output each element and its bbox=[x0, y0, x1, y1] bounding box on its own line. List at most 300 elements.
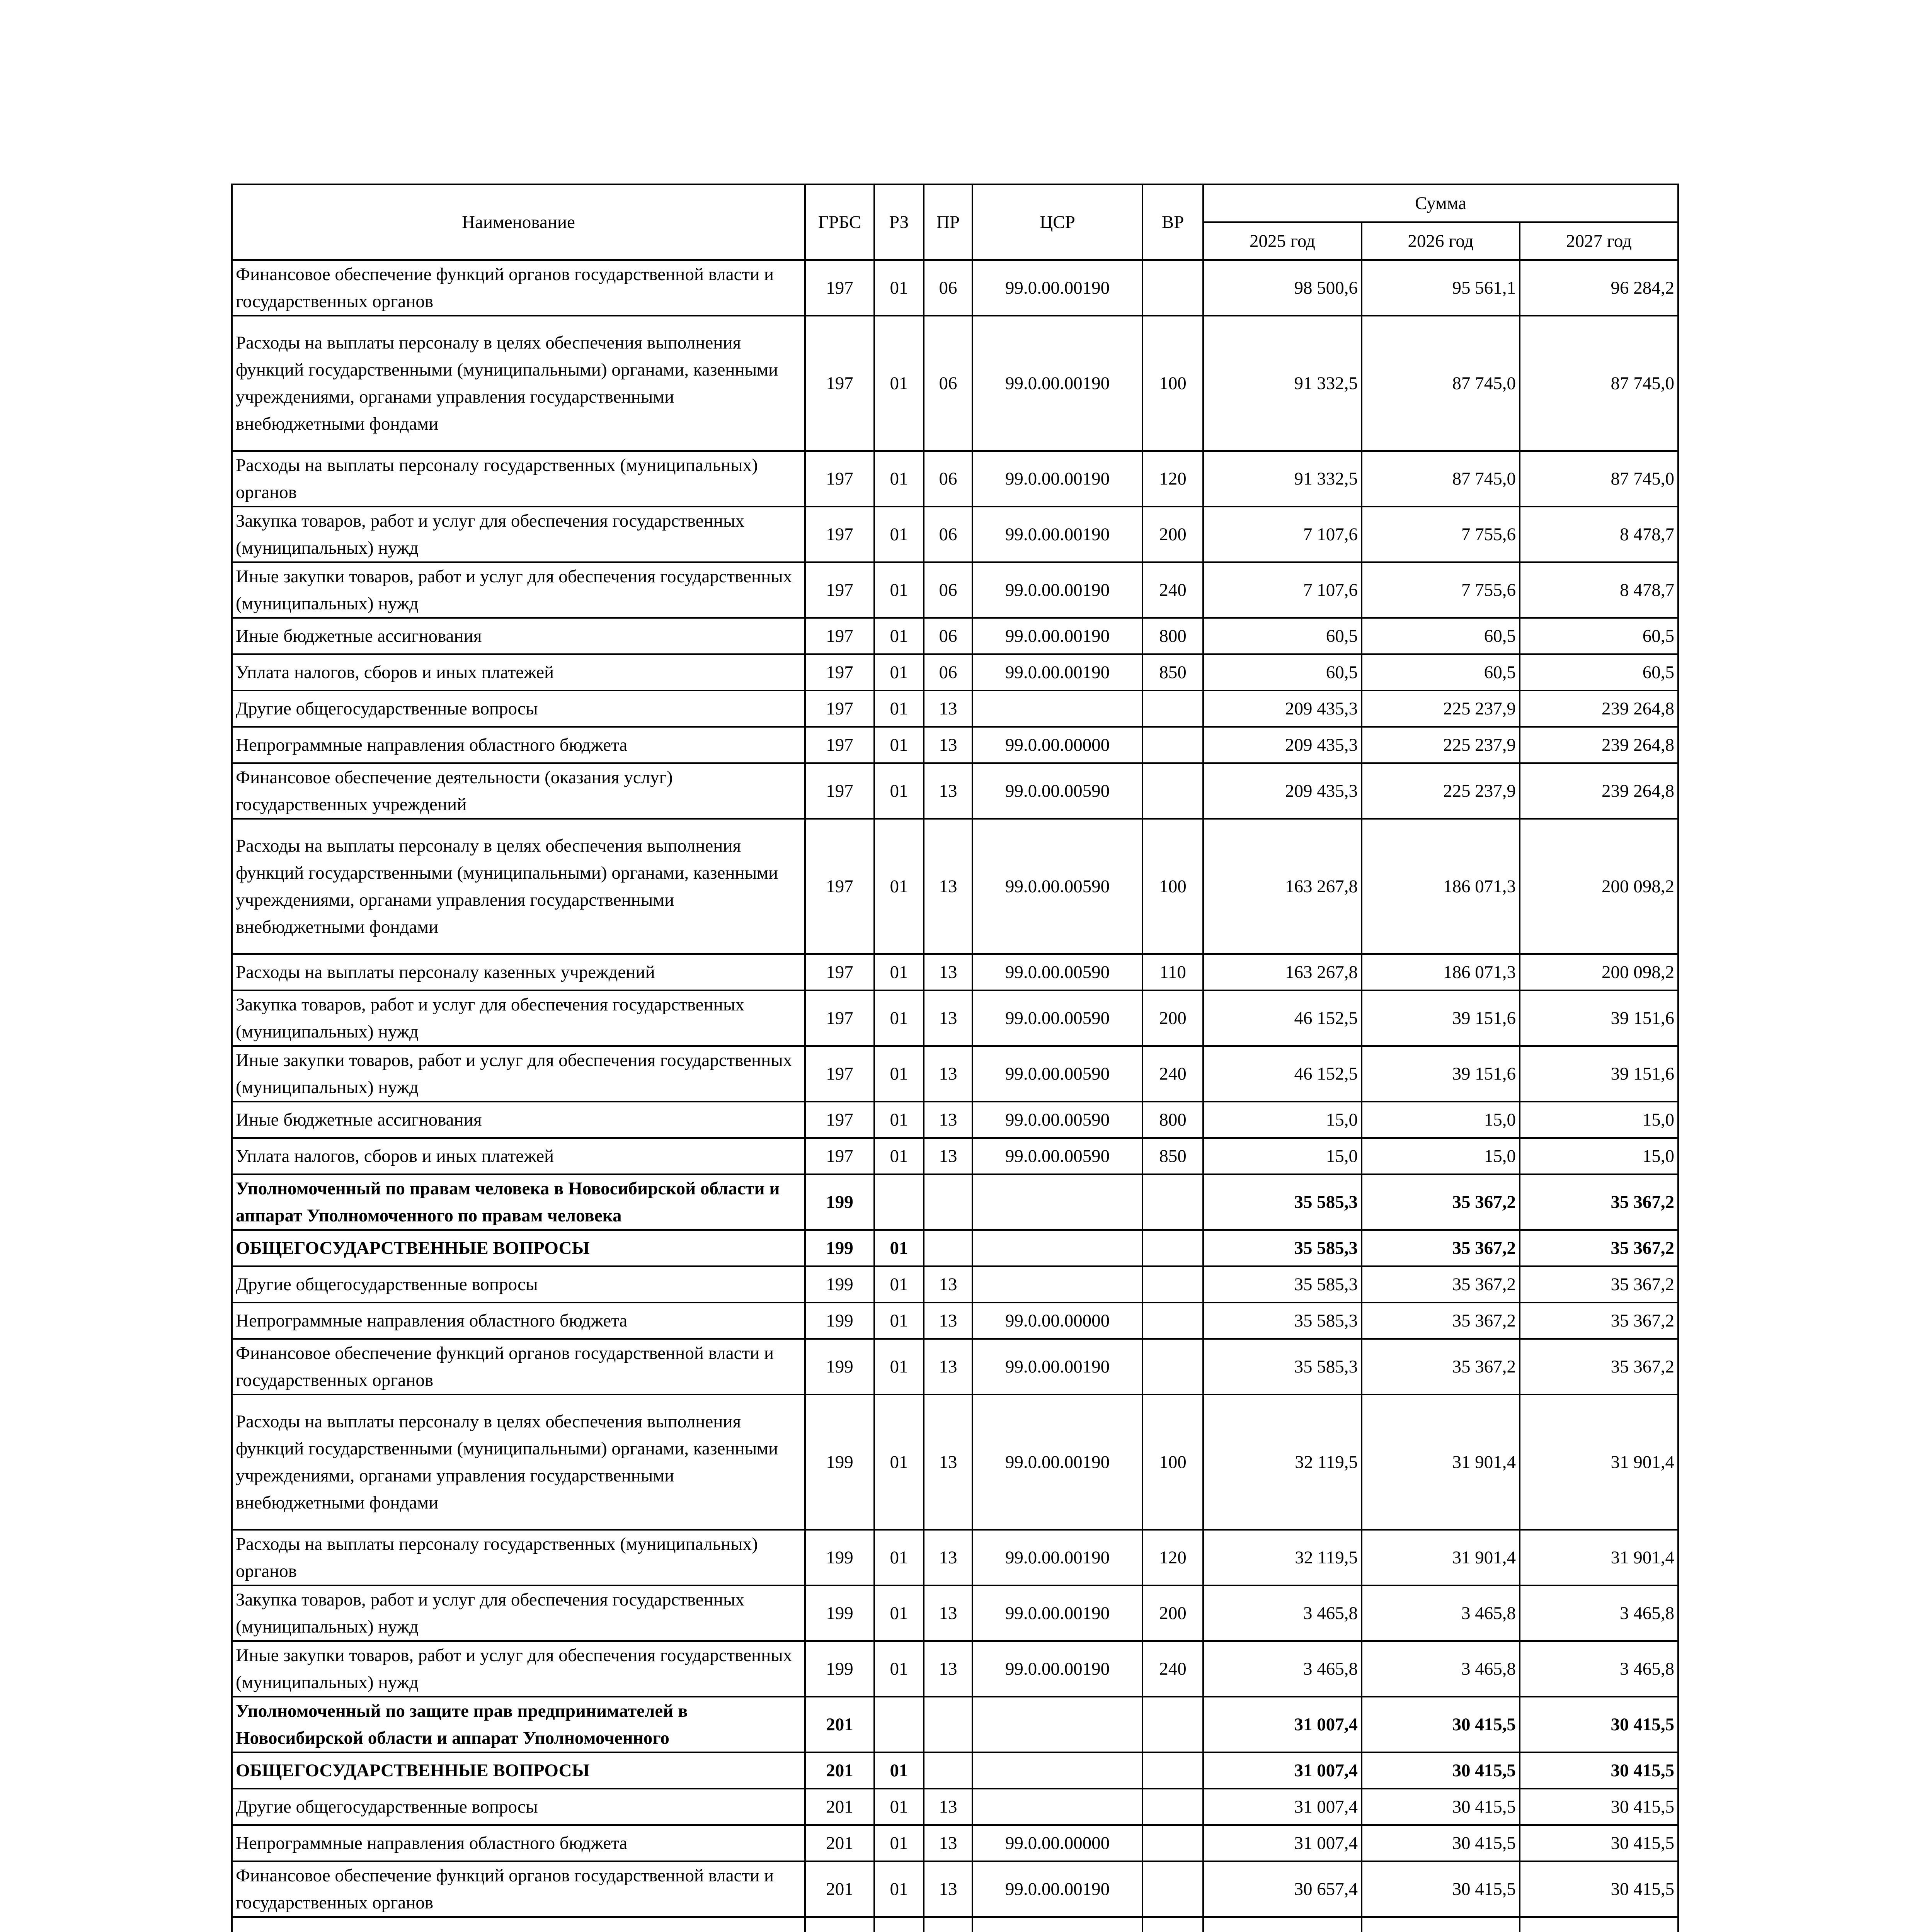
cell-grbs: 197 bbox=[805, 562, 874, 618]
cell-pr: 13 bbox=[924, 990, 972, 1046]
cell-grbs: 199 bbox=[805, 1230, 874, 1266]
cell-sum-2027: 30 415,5 bbox=[1520, 1825, 1678, 1861]
cell-pr bbox=[924, 1697, 972, 1752]
cell-pr: 13 bbox=[924, 727, 972, 763]
cell-sum-2025: 15,0 bbox=[1203, 1102, 1362, 1138]
cell-grbs: 197 bbox=[805, 1138, 874, 1174]
cell-csr: 99.0.00.00190 bbox=[972, 507, 1142, 562]
cell-pr: 13 bbox=[924, 690, 972, 727]
cell-pr bbox=[924, 1230, 972, 1266]
cell-vr: 200 bbox=[1142, 1585, 1203, 1641]
cell-sum-2027: 239 264,8 bbox=[1520, 763, 1678, 819]
table-row bbox=[232, 1395, 1678, 1530]
cell-vr: 100 bbox=[1142, 819, 1203, 954]
cell-sum-2026: 35 367,2 bbox=[1362, 1230, 1520, 1266]
cell-pr: 13 bbox=[924, 1303, 972, 1339]
cell-rz: 01 bbox=[874, 1752, 924, 1789]
cell-rz: 01 bbox=[874, 1395, 924, 1530]
cell-sum-2026: 87 745,0 bbox=[1362, 451, 1520, 507]
cell-csr: 99.0.00.00590 bbox=[972, 1046, 1142, 1102]
cell-pr bbox=[924, 1917, 972, 1932]
cell-csr: 99.0.00.00190 bbox=[972, 451, 1142, 507]
cell-grbs: 197 bbox=[805, 990, 874, 1046]
header-vr: ВР bbox=[1142, 184, 1203, 260]
cell-vr: 850 bbox=[1142, 654, 1203, 690]
cell-sum-2025: 163 267,8 bbox=[1203, 954, 1362, 990]
cell-name: Непрограммные направления областного бюджета bbox=[232, 1303, 805, 1339]
cell-name bbox=[232, 1917, 805, 1932]
cell-sum-2027: 239 264,8 bbox=[1520, 690, 1678, 727]
cell-grbs: 197 bbox=[805, 819, 874, 954]
cell-sum-2026: 60,5 bbox=[1362, 654, 1520, 690]
cell-vr: 240 bbox=[1142, 562, 1203, 618]
cell-pr: 13 bbox=[924, 1585, 972, 1641]
cell-sum-2025: 31 007,4 bbox=[1203, 1789, 1362, 1825]
cell-vr bbox=[1142, 1339, 1203, 1395]
cell-rz: 01 bbox=[874, 1789, 924, 1825]
cell-name: Закупка товаров, работ и услуг для обеспечения государственных (муниципальных) нужд bbox=[232, 990, 805, 1046]
cell-csr: 99.0.00.00190 bbox=[972, 260, 1142, 316]
cell-csr: 99.0.00.00190 bbox=[972, 618, 1142, 654]
cell-csr: 99.0.00.00190 bbox=[972, 1395, 1142, 1530]
cell-sum-2025: 209 435,3 bbox=[1203, 763, 1362, 819]
table-row bbox=[232, 990, 1678, 1046]
table-row bbox=[232, 316, 1678, 451]
cell-grbs: 201 bbox=[805, 1861, 874, 1917]
cell-sum-2025: 32 119,5 bbox=[1203, 1530, 1362, 1585]
cell-sum-2026: 30 415,5 bbox=[1362, 1825, 1520, 1861]
cell-pr bbox=[924, 1752, 972, 1789]
cell-sum-2025: 209 435,3 bbox=[1203, 690, 1362, 727]
cell-rz: 01 bbox=[874, 763, 924, 819]
cell-name: Другие общегосударственные вопросы bbox=[232, 1789, 805, 1825]
cell-grbs: 199 bbox=[805, 1174, 874, 1230]
cell-name: Иные бюджетные ассигнования bbox=[232, 1102, 805, 1138]
table-row bbox=[232, 260, 1678, 316]
cell-sum-2026: 7 755,6 bbox=[1362, 507, 1520, 562]
cell-vr bbox=[1142, 1861, 1203, 1917]
cell-rz: 01 bbox=[874, 1339, 924, 1395]
cell-sum-2025: 91 332,5 bbox=[1203, 451, 1362, 507]
cell-vr: 850 bbox=[1142, 1138, 1203, 1174]
cell-sum-2027: 30 415,5 bbox=[1520, 1697, 1678, 1752]
cell-sum-2026: 30 415,5 bbox=[1362, 1697, 1520, 1752]
cell-grbs: 197 bbox=[805, 1046, 874, 1102]
cell-sum-2027: 15,0 bbox=[1520, 1102, 1678, 1138]
cell-sum-2025: 91 332,5 bbox=[1203, 316, 1362, 451]
cell-pr: 13 bbox=[924, 1102, 972, 1138]
cell-vr: 110 bbox=[1142, 954, 1203, 990]
cell-sum-2026: 186 071,3 bbox=[1362, 819, 1520, 954]
cell-sum-2026: 15,0 bbox=[1362, 1138, 1520, 1174]
cell-pr: 06 bbox=[924, 507, 972, 562]
table-row bbox=[232, 562, 1678, 618]
cell-grbs: 197 bbox=[805, 727, 874, 763]
cell-vr: 200 bbox=[1142, 507, 1203, 562]
cell-rz: 01 bbox=[874, 1825, 924, 1861]
cell-grbs: 199 bbox=[805, 1641, 874, 1697]
cell-sum-2026: 35 367,2 bbox=[1362, 1303, 1520, 1339]
cell-pr: 13 bbox=[924, 1789, 972, 1825]
cell-pr: 13 bbox=[924, 1641, 972, 1697]
cell-pr: 13 bbox=[924, 1530, 972, 1585]
cell-sum-2026: 225 237,9 bbox=[1362, 727, 1520, 763]
cell-grbs: 199 bbox=[805, 1530, 874, 1585]
cell-sum-2027: 39 151,6 bbox=[1520, 990, 1678, 1046]
cell-rz: 01 bbox=[874, 654, 924, 690]
cell-csr: 99.0.00.00190 bbox=[972, 1641, 1142, 1697]
budget-table bbox=[231, 184, 1679, 1932]
cell-sum-2027: 39 151,6 bbox=[1520, 1046, 1678, 1102]
cell-sum-2027: 35 367,2 bbox=[1520, 1303, 1678, 1339]
cell-pr: 13 bbox=[924, 819, 972, 954]
cell-rz: 01 bbox=[874, 1861, 924, 1917]
cell-csr bbox=[972, 1789, 1142, 1825]
cell-sum-2026: 7 755,6 bbox=[1362, 562, 1520, 618]
cell-grbs: 197 bbox=[805, 1102, 874, 1138]
cell-grbs: 201 bbox=[805, 1697, 874, 1752]
cell-rz: 01 bbox=[874, 819, 924, 954]
cell-grbs: 197 bbox=[805, 690, 874, 727]
cell-sum-2027: 87 745,0 bbox=[1520, 451, 1678, 507]
cell-sum-2025: 60,5 bbox=[1203, 654, 1362, 690]
cell-sum-2025: 98 500,6 bbox=[1203, 260, 1362, 316]
table-header bbox=[232, 184, 1678, 260]
cell-pr: 13 bbox=[924, 954, 972, 990]
cell-csr: 99.0.00.00000 bbox=[972, 1825, 1142, 1861]
header-year-2026: 2026 год bbox=[1362, 222, 1520, 260]
table-row bbox=[232, 1174, 1678, 1230]
cell-sum-2025: 163 267,8 bbox=[1203, 819, 1362, 954]
cell-vr: 120 bbox=[1142, 1530, 1203, 1585]
cell-name: Иные закупки товаров, работ и услуг для обеспечения государственных (муниципальных) нужд bbox=[232, 562, 805, 618]
cell-sum-2025: 35 585,3 bbox=[1203, 1339, 1362, 1395]
cell-name: Финансовое обеспечение функций органов государственной власти и государственных органов bbox=[232, 260, 805, 316]
cell-sum-2025: 46 152,5 bbox=[1203, 1046, 1362, 1102]
cell-sum-2026: 35 367,2 bbox=[1362, 1339, 1520, 1395]
cell-sum-2025: 3 465,8 bbox=[1203, 1641, 1362, 1697]
cell-name: Расходы на выплаты персоналу государственных (муниципальных) органов bbox=[232, 1530, 805, 1585]
cell-sum-2025: 31 007,4 bbox=[1203, 1752, 1362, 1789]
cell-grbs: 197 bbox=[805, 316, 874, 451]
cell-csr bbox=[972, 1697, 1142, 1752]
cell-rz: 01 bbox=[874, 618, 924, 654]
cell-rz: 01 bbox=[874, 1046, 924, 1102]
table-row bbox=[232, 1339, 1678, 1395]
cell-vr: 120 bbox=[1142, 451, 1203, 507]
cell-sum-2027: 30 415,5 bbox=[1520, 1789, 1678, 1825]
cell-name: Уплата налогов, сборов и иных платежей bbox=[232, 654, 805, 690]
cell-sum-2027: 87 745,0 bbox=[1520, 316, 1678, 451]
cell-vr bbox=[1142, 1303, 1203, 1339]
cell-vr bbox=[1142, 1174, 1203, 1230]
cell-name: Финансовое обеспечение функций органов государственной власти и государственных органов bbox=[232, 1339, 805, 1395]
cell-grbs: 199 bbox=[805, 1395, 874, 1530]
header-csr: ЦСР bbox=[972, 184, 1142, 260]
cell-pr: 13 bbox=[924, 763, 972, 819]
cell-pr: 06 bbox=[924, 260, 972, 316]
cell-sum-2027: 31 901,4 bbox=[1520, 1530, 1678, 1585]
cell-name: Расходы на выплаты персоналу государственных (муниципальных) органов bbox=[232, 451, 805, 507]
cell-sum-2026: 225 237,9 bbox=[1362, 690, 1520, 727]
cell-vr: 200 bbox=[1142, 990, 1203, 1046]
cell-csr: 99.0.00.00190 bbox=[972, 1339, 1142, 1395]
cell-sum-2026 bbox=[1362, 1917, 1520, 1932]
cell-sum-2025 bbox=[1203, 1917, 1362, 1932]
cell-pr: 13 bbox=[924, 1046, 972, 1102]
cell-grbs: 197 bbox=[805, 954, 874, 990]
cell-sum-2025: 35 585,3 bbox=[1203, 1230, 1362, 1266]
cell-csr: 99.0.00.00590 bbox=[972, 1102, 1142, 1138]
cell-csr bbox=[972, 1230, 1142, 1266]
cell-sum-2026: 31 901,4 bbox=[1362, 1530, 1520, 1585]
cell-sum-2027: 200 098,2 bbox=[1520, 819, 1678, 954]
cell-csr: 99.0.00.00590 bbox=[972, 1138, 1142, 1174]
cell-csr: 99.0.00.00000 bbox=[972, 1303, 1142, 1339]
header-name: Наименование bbox=[232, 184, 805, 260]
cell-name: Уполномоченный по защите прав предпринимателей в Новосибирской области и аппарат Уполномоченного bbox=[232, 1697, 805, 1752]
cell-rz bbox=[874, 1917, 924, 1932]
table-body bbox=[232, 260, 1678, 1932]
cell-rz: 01 bbox=[874, 1641, 924, 1697]
cell-grbs: 197 bbox=[805, 763, 874, 819]
table-row bbox=[232, 1303, 1678, 1339]
table-row bbox=[232, 954, 1678, 990]
header-rz: РЗ bbox=[874, 184, 924, 260]
cell-sum-2025: 35 585,3 bbox=[1203, 1174, 1362, 1230]
cell-pr: 06 bbox=[924, 618, 972, 654]
header-grbs: ГРБС bbox=[805, 184, 874, 260]
cell-name: ОБЩЕГОСУДАРСТВЕННЫЕ ВОПРОСЫ bbox=[232, 1752, 805, 1789]
cell-csr: 99.0.00.00190 bbox=[972, 562, 1142, 618]
cell-sum-2026: 30 415,5 bbox=[1362, 1861, 1520, 1917]
cell-vr bbox=[1142, 1752, 1203, 1789]
cell-sum-2025: 60,5 bbox=[1203, 618, 1362, 654]
cell-vr bbox=[1142, 1230, 1203, 1266]
cell-vr: 800 bbox=[1142, 1102, 1203, 1138]
cell-csr: 99.0.00.00190 bbox=[972, 1861, 1142, 1917]
table-row bbox=[232, 1825, 1678, 1861]
cell-rz: 01 bbox=[874, 690, 924, 727]
cell-sum-2026: 30 415,5 bbox=[1362, 1752, 1520, 1789]
cell-grbs: 201 bbox=[805, 1752, 874, 1789]
table-row bbox=[232, 727, 1678, 763]
cell-name: Закупка товаров, работ и услуг для обеспечения государственных (муниципальных) нужд bbox=[232, 507, 805, 562]
cell-rz: 01 bbox=[874, 1266, 924, 1303]
table-row bbox=[232, 618, 1678, 654]
cell-sum-2027: 3 465,8 bbox=[1520, 1641, 1678, 1697]
cell-sum-2026: 39 151,6 bbox=[1362, 1046, 1520, 1102]
cell-csr: 99.0.00.00190 bbox=[972, 316, 1142, 451]
cell-sum-2027: 96 284,2 bbox=[1520, 260, 1678, 316]
cell-rz: 01 bbox=[874, 507, 924, 562]
cell-vr bbox=[1142, 1825, 1203, 1861]
cell-vr bbox=[1142, 763, 1203, 819]
cell-grbs: 197 bbox=[805, 654, 874, 690]
cell-vr: 240 bbox=[1142, 1641, 1203, 1697]
cell-pr bbox=[924, 1174, 972, 1230]
cell-sum-2026: 87 745,0 bbox=[1362, 316, 1520, 451]
cell-name: Иные бюджетные ассигнования bbox=[232, 618, 805, 654]
cell-sum-2026: 15,0 bbox=[1362, 1102, 1520, 1138]
table-row bbox=[232, 1752, 1678, 1789]
cell-rz: 01 bbox=[874, 451, 924, 507]
cell-vr bbox=[1142, 1917, 1203, 1932]
cell-vr bbox=[1142, 1789, 1203, 1825]
table-row bbox=[232, 1917, 1678, 1932]
cell-grbs: 197 bbox=[805, 618, 874, 654]
cell-pr: 06 bbox=[924, 654, 972, 690]
cell-sum-2026: 60,5 bbox=[1362, 618, 1520, 654]
cell-name: Другие общегосударственные вопросы bbox=[232, 1266, 805, 1303]
cell-sum-2026: 35 367,2 bbox=[1362, 1174, 1520, 1230]
cell-sum-2027: 200 098,2 bbox=[1520, 954, 1678, 990]
cell-name: Другие общегосударственные вопросы bbox=[232, 690, 805, 727]
table-row bbox=[232, 451, 1678, 507]
cell-sum-2027 bbox=[1520, 1917, 1678, 1932]
table-row bbox=[232, 1230, 1678, 1266]
cell-rz: 01 bbox=[874, 562, 924, 618]
table-row bbox=[232, 1789, 1678, 1825]
header-sum: Сумма bbox=[1203, 184, 1678, 222]
table-row bbox=[232, 690, 1678, 727]
cell-csr: 99.0.00.00000 bbox=[972, 727, 1142, 763]
cell-rz: 01 bbox=[874, 260, 924, 316]
cell-rz: 01 bbox=[874, 1102, 924, 1138]
cell-vr bbox=[1142, 260, 1203, 316]
cell-sum-2027: 30 415,5 bbox=[1520, 1752, 1678, 1789]
cell-sum-2025: 3 465,8 bbox=[1203, 1585, 1362, 1641]
cell-grbs: 197 bbox=[805, 451, 874, 507]
cell-name: Иные закупки товаров, работ и услуг для обеспечения государственных (муниципальных) нужд bbox=[232, 1641, 805, 1697]
cell-sum-2025: 46 152,5 bbox=[1203, 990, 1362, 1046]
table-row bbox=[232, 1046, 1678, 1102]
cell-grbs: 201 bbox=[805, 1825, 874, 1861]
cell-vr bbox=[1142, 1697, 1203, 1752]
cell-sum-2027: 60,5 bbox=[1520, 618, 1678, 654]
cell-sum-2026: 31 901,4 bbox=[1362, 1395, 1520, 1530]
cell-name: Иные закупки товаров, работ и услуг для обеспечения государственных (муниципальных) нужд bbox=[232, 1046, 805, 1102]
cell-pr: 06 bbox=[924, 316, 972, 451]
cell-pr: 13 bbox=[924, 1138, 972, 1174]
cell-name: Расходы на выплаты персоналу в целях обеспечения выполнения функций государственными (муниципальными) органами, казенными учреждениями, органами управления государственными внебюджетными фондами bbox=[232, 316, 805, 451]
table-row bbox=[232, 654, 1678, 690]
cell-sum-2027: 30 415,5 bbox=[1520, 1861, 1678, 1917]
cell-pr: 13 bbox=[924, 1395, 972, 1530]
cell-name: Непрограммные направления областного бюджета bbox=[232, 1825, 805, 1861]
cell-rz bbox=[874, 1697, 924, 1752]
cell-pr: 13 bbox=[924, 1266, 972, 1303]
cell-name: Расходы на выплаты персоналу казенных учреждений bbox=[232, 954, 805, 990]
cell-rz: 01 bbox=[874, 990, 924, 1046]
cell-sum-2025: 30 657,4 bbox=[1203, 1861, 1362, 1917]
cell-sum-2025: 15,0 bbox=[1203, 1138, 1362, 1174]
table-row bbox=[232, 1641, 1678, 1697]
cell-grbs: 199 bbox=[805, 1266, 874, 1303]
cell-pr: 13 bbox=[924, 1861, 972, 1917]
header-year-2025: 2025 год bbox=[1203, 222, 1362, 260]
cell-rz: 01 bbox=[874, 316, 924, 451]
cell-grbs: 199 bbox=[805, 1339, 874, 1395]
cell-sum-2025: 31 007,4 bbox=[1203, 1697, 1362, 1752]
cell-grbs bbox=[805, 1917, 874, 1932]
cell-csr bbox=[972, 1752, 1142, 1789]
table-row bbox=[232, 1697, 1678, 1752]
cell-csr: 99.0.00.00590 bbox=[972, 819, 1142, 954]
cell-sum-2026: 3 465,8 bbox=[1362, 1641, 1520, 1697]
table-row bbox=[232, 819, 1678, 954]
cell-csr bbox=[972, 1266, 1142, 1303]
cell-csr: 99.0.00.00190 bbox=[972, 654, 1142, 690]
cell-sum-2026: 225 237,9 bbox=[1362, 763, 1520, 819]
cell-sum-2026: 186 071,3 bbox=[1362, 954, 1520, 990]
cell-csr bbox=[972, 1174, 1142, 1230]
cell-pr: 13 bbox=[924, 1825, 972, 1861]
cell-name: Непрограммные направления областного бюджета bbox=[232, 727, 805, 763]
cell-rz: 01 bbox=[874, 1585, 924, 1641]
cell-sum-2027: 8 478,7 bbox=[1520, 507, 1678, 562]
cell-grbs: 197 bbox=[805, 507, 874, 562]
cell-rz: 01 bbox=[874, 1138, 924, 1174]
table-row bbox=[232, 1138, 1678, 1174]
cell-sum-2027: 35 367,2 bbox=[1520, 1339, 1678, 1395]
cell-sum-2025: 32 119,5 bbox=[1203, 1395, 1362, 1530]
cell-sum-2025: 7 107,6 bbox=[1203, 507, 1362, 562]
header-pr: ПР bbox=[924, 184, 972, 260]
cell-name: Финансовое обеспечение функций органов государственной власти и государственных органов bbox=[232, 1861, 805, 1917]
cell-sum-2027: 35 367,2 bbox=[1520, 1266, 1678, 1303]
cell-sum-2027: 3 465,8 bbox=[1520, 1585, 1678, 1641]
cell-pr: 13 bbox=[924, 1339, 972, 1395]
cell-name: Закупка товаров, работ и услуг для обеспечения государственных (муниципальных) нужд bbox=[232, 1585, 805, 1641]
table-row bbox=[232, 1530, 1678, 1585]
cell-rz bbox=[874, 1174, 924, 1230]
table-row bbox=[232, 1102, 1678, 1138]
cell-rz: 01 bbox=[874, 1230, 924, 1266]
cell-sum-2027: 8 478,7 bbox=[1520, 562, 1678, 618]
cell-sum-2025: 35 585,3 bbox=[1203, 1303, 1362, 1339]
cell-sum-2025: 35 585,3 bbox=[1203, 1266, 1362, 1303]
table-row bbox=[232, 507, 1678, 562]
header-year-2027: 2027 год bbox=[1520, 222, 1678, 260]
cell-vr bbox=[1142, 690, 1203, 727]
cell-pr: 06 bbox=[924, 562, 972, 618]
cell-vr: 100 bbox=[1142, 1395, 1203, 1530]
cell-sum-2027: 239 264,8 bbox=[1520, 727, 1678, 763]
cell-sum-2025: 209 435,3 bbox=[1203, 727, 1362, 763]
cell-sum-2026: 3 465,8 bbox=[1362, 1585, 1520, 1641]
cell-csr: 99.0.00.00590 bbox=[972, 763, 1142, 819]
cell-name: Уполномоченный по правам человека в Новосибирской области и аппарат Уполномоченного по правам человека bbox=[232, 1174, 805, 1230]
cell-sum-2026: 35 367,2 bbox=[1362, 1266, 1520, 1303]
cell-vr bbox=[1142, 727, 1203, 763]
cell-csr: 99.0.00.00190 bbox=[972, 1530, 1142, 1585]
cell-sum-2026: 39 151,6 bbox=[1362, 990, 1520, 1046]
cell-pr: 06 bbox=[924, 451, 972, 507]
cell-rz: 01 bbox=[874, 727, 924, 763]
cell-rz: 01 bbox=[874, 1530, 924, 1585]
cell-vr: 100 bbox=[1142, 316, 1203, 451]
cell-sum-2027: 35 367,2 bbox=[1520, 1230, 1678, 1266]
cell-rz: 01 bbox=[874, 954, 924, 990]
cell-name: Расходы на выплаты персоналу в целях обеспечения выполнения функций государственными (муниципальными) органами, казенными учреждениями, органами управления государственными внебюджетными фондами bbox=[232, 819, 805, 954]
cell-name: ОБЩЕГОСУДАРСТВЕННЫЕ ВОПРОСЫ bbox=[232, 1230, 805, 1266]
cell-sum-2026: 95 561,1 bbox=[1362, 260, 1520, 316]
cell-grbs: 201 bbox=[805, 1789, 874, 1825]
table-row bbox=[232, 763, 1678, 819]
cell-csr bbox=[972, 1917, 1142, 1932]
cell-rz: 01 bbox=[874, 1303, 924, 1339]
